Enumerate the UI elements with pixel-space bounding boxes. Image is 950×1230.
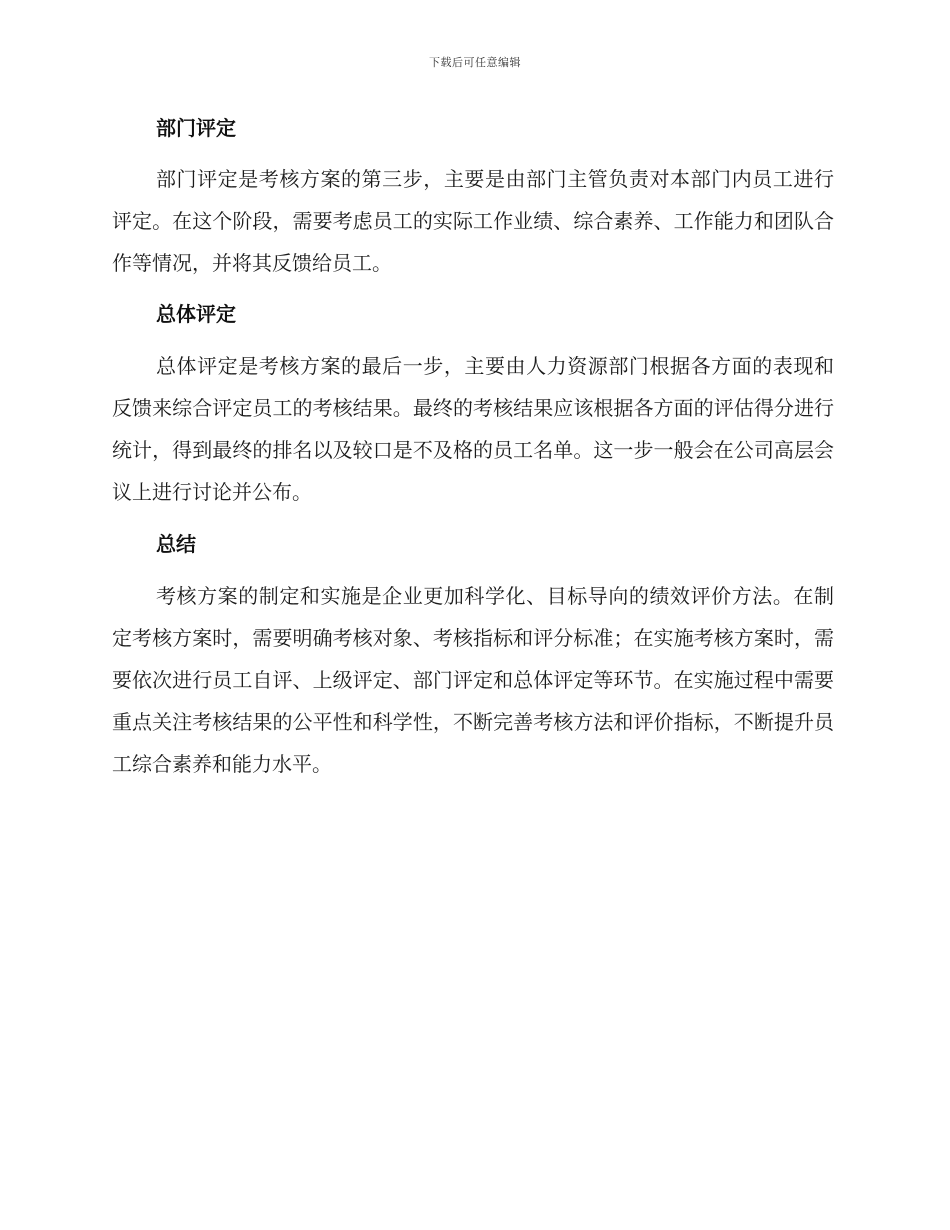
section-paragraph-department-review: 部门评定是考核方案的第三步，主要是由部门主管负责对本部门内员工进行评定。在这个阶段，需要考虑员工的实际工作业绩、综合素养、工作能力和团队合作等情况，并将其反馈给员工。 (112, 167, 834, 275)
header-note: 下载后可任意编辑 (429, 56, 521, 69)
section-paragraph-summary: 考核方案的制定和实施是企业更加科学化、目标导向的绩效评价方法。在制定考核方案时，需要明确考核对象、考核指标和评分标准；在实施考核方案时，需要依次进行员工自评、上级评定、部门评定和总体评定等环节。在实施过程中需要重点关注考核结果的公平性和科学性，不断完善考核方法和评价指标，不断提升员工综合素养和能力水平。 (112, 584, 834, 776)
section-heading-summary: 总结 (156, 532, 196, 556)
section-heading-department-review: 部门评定 (156, 116, 236, 140)
section-heading-overall-review: 总体评定 (156, 302, 236, 326)
section-paragraph-overall-review: 总体评定是考核方案的最后一步，主要由人力资源部门根据各方面的表现和反馈来综合评定员工的考核结果。最终的考核结果应该根据各方面的评估得分进行统计，得到最终的排名以及较口是不及格的员工名单。这一步一般会在公司高层会议上进行讨论并公布。 (112, 354, 834, 504)
document-body (112, 108, 834, 785)
